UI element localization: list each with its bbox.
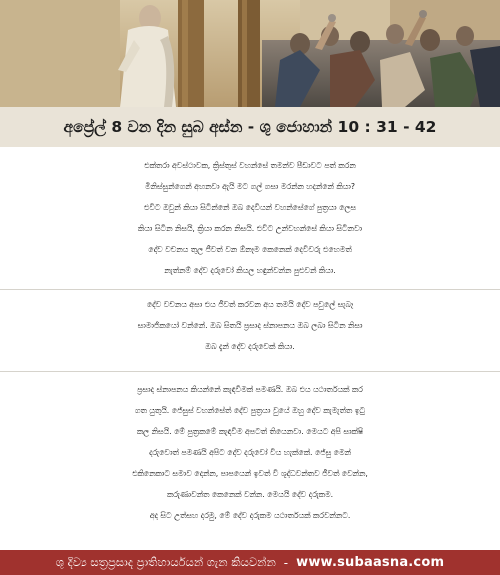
- paragraph-line: ඔබ දැන් දේව දරුවෙක් කියා.: [205, 342, 295, 351]
- paragraph-line: ගත යුතුයි. ජේසුස් වහන්සේත් දේව පුත්‍රයා වුයේ ඔහු දේව කැමැත්ත ඉටු: [134, 406, 366, 415]
- footer-separator: -: [283, 555, 289, 570]
- paragraph-3: [0, 379, 500, 541]
- paragraph-line: නැත්නම් දේව දරුවෝ කියල හඳුන්වන්න පුළුවන් කියා.: [164, 266, 336, 275]
- header-painting: [0, 0, 500, 107]
- paragraph-line: කල නිසයි. මේ පුත්‍රකමේ කැඳවීම අපටත් තියෙනවා. මෙයට අපි සාක්ෂි: [136, 427, 364, 436]
- paragraph-line: එක්තරා අවස්ථාවක, ක්‍රිස්තුස් වහන්සේ තමන්ව පීඩාවට පත් කරන: [144, 161, 356, 170]
- paragraph-line: අද සිට උත්සහ දරමු, මේ දේව දරුකම යථාර්තයක් කරවන්නට.: [149, 511, 351, 520]
- paragraph-line: කරුණාවන්ත කෙනෙක් වන්න. මෙයයි දේව දරුකම.: [166, 490, 334, 499]
- painting-illustration: [0, 0, 500, 107]
- footer-bar: [0, 550, 500, 575]
- paragraph-line: කියා සිටින නිසයි, ක්‍රියා කරන නිසයි. එවිට උන්වහන්සේ කියා සිටිනවා: [137, 224, 363, 233]
- paragraph-1: [0, 155, 500, 290]
- title-bar: [0, 107, 500, 148]
- footer-text: ශු දිව්‍ය සත්‍රප්‍රසාද ප්‍රාතිහාර්යයන් ගැන කියවන්න: [55, 555, 276, 569]
- paragraph-line: දේව වචනය අසා එය ජීවත් කරවන අය තමයි දේව පවුලේ සැබෑ: [146, 300, 354, 309]
- paragraph-line: දේව වචනය තුල ජීවත් වන ඕනෑම කෙනෙක් දෙවිවරු එහෙමත්: [148, 245, 352, 254]
- gospel-reflection: [0, 147, 500, 550]
- paragraph-line: සාමාජිකයෝ වන්නේ. ඔබ සිතයි ප්‍රසාද ස්නාපනය ඔබ ලබා සිටින නිසා: [137, 321, 363, 330]
- paragraph-line: ප්‍රසාද ස්නාපනය කියන්නේ කැඳවීමක් පමණයි. ඔබ එය යථාර්තයක් කර: [137, 385, 363, 394]
- paragraph-line: එකිනෙකාට සමාව දෙන්න, පාපයෙන් ඉවත් වී ශුද්ධවන්තව ජීවත් වෙන්න,: [132, 469, 368, 478]
- website-link[interactable]: www.subaasna.com: [296, 555, 445, 570]
- paragraph-line: මිනිස්සුන්ගෙන් අහනවා ඇයි මට ගල් ගසා මරන්න හදන්නේ කියා?: [144, 182, 355, 191]
- paragraph-line: දරුවොත් පමණයි අපිට දේව දරුවෝ විය හැක්කේ. ජේසු මෙන්: [149, 448, 351, 457]
- paragraph-2: [0, 294, 500, 372]
- page-title: අප්‍රේල් 8 වන දින සුබ අස්න - ශු ජොහාන් 10 : 31 - 42: [63, 117, 437, 136]
- paragraph-line: එවිට ඔවුන් කියා සිටින්නේ ඔබ දෙවියන් වහන්සේගේ පුත්‍රයා ලෙස: [144, 203, 356, 212]
